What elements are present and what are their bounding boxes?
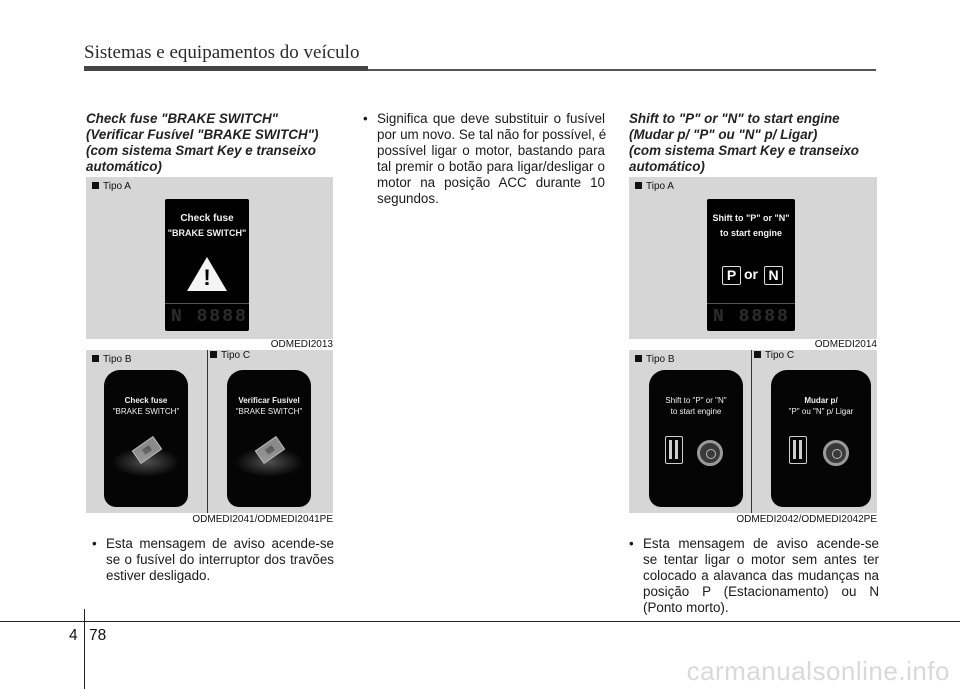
display-text-line: to start engine — [719, 228, 782, 238]
tipo-c-text: Tipo C — [221, 350, 251, 361]
display-text-line: "BRAKE SWITCH" — [112, 407, 180, 416]
heading-line: Check fuse "BRAKE SWITCH" — [86, 111, 279, 126]
bullet-icon: • — [629, 536, 634, 551]
heading-line: (com sistema Smart Key e transeixo — [629, 143, 859, 158]
text-line: possível ligar o motor, bastando para — [377, 143, 605, 158]
tipo-bc-figure-panel — [86, 350, 333, 513]
footer-vertical-rule — [84, 609, 85, 689]
text-line: por um novo. Se tal não for possível, é — [377, 127, 607, 142]
bullet-icon: • — [363, 111, 368, 126]
panel-divider — [207, 350, 208, 513]
heading-line: automático) — [629, 159, 705, 174]
display-glow — [235, 447, 302, 477]
start-button-icon — [697, 440, 723, 466]
display-text-line: Mudar p/ — [804, 396, 838, 405]
right-bullet-paragraph — [629, 536, 879, 616]
gear-lever-icon — [789, 436, 807, 464]
text-line: (Ponto morto). — [643, 600, 729, 615]
display-text-line: Check fuse — [124, 396, 168, 405]
left-bullet-paragraph — [92, 536, 334, 584]
heading-line: automático) — [86, 159, 162, 174]
tipo-c-display-screen — [771, 370, 871, 507]
gear-p-icon: P — [722, 266, 741, 285]
text-line: posição P (Estacionamento) ou N — [643, 584, 879, 599]
display-text-line: Check fuse — [180, 213, 234, 224]
header-rule-thick — [84, 66, 368, 71]
page-number: 78 — [89, 627, 107, 644]
tipo-a-label — [92, 181, 131, 192]
chapter-number: 4 — [69, 627, 78, 644]
square-bullet-icon — [210, 351, 217, 358]
text-line: motor na posição ACC durante 10 — [377, 175, 605, 190]
text-line: se o fusível do interruptor dos travões — [106, 552, 334, 567]
heading-line: (Verificar Fusível "BRAKE SWITCH") — [86, 127, 319, 142]
display-divider — [165, 303, 249, 304]
text-line: Significa que deve substituir o fusível — [377, 111, 605, 126]
page-header-title: Sistemas e equipamentos do veículo — [84, 42, 360, 63]
tipo-a-text: Tipo A — [646, 181, 674, 192]
tipo-b-text: Tipo B — [103, 354, 132, 365]
figure-code-bc: ODMEDI2041/ODMEDI2041PE — [192, 514, 333, 525]
figure-code-a: ODMEDI2014 — [814, 339, 877, 350]
tipo-b-display-screen — [649, 370, 743, 507]
display-text-line: to start engine — [670, 407, 722, 416]
odometer-ghost-digits: N 8888 — [171, 307, 248, 327]
tipo-c-text: Tipo C — [765, 350, 795, 361]
figure-code-bc: ODMEDI2042/ODMEDI2042PE — [736, 514, 877, 525]
text-line: tal premir o botão para ligar/desligar o — [377, 159, 605, 174]
tipo-b-text: Tipo B — [646, 354, 675, 365]
display-text-line: "P" ou "N" p/ Ligar — [788, 407, 854, 416]
tipo-c-display-screen — [227, 370, 311, 507]
panel-divider — [751, 350, 752, 513]
tipo-a-display-screen — [707, 199, 795, 331]
tipo-a-figure-panel — [629, 177, 877, 339]
gear-or-text: or — [744, 266, 758, 282]
middle-bullet-paragraph — [363, 111, 605, 207]
text-line: Esta mensagem de aviso acende-se — [643, 536, 879, 551]
display-text-line: Shift to "P" or "N" — [712, 213, 790, 223]
heading-line: (Mudar p/ "P" ou "N" p/ Ligar) — [629, 127, 818, 142]
square-bullet-icon — [754, 351, 761, 358]
display-text-line: Verificar Fusível — [238, 396, 300, 405]
tipo-bc-figure-panel — [629, 350, 877, 513]
tipo-b-label — [92, 354, 132, 365]
text-line: estiver desligado. — [106, 568, 211, 583]
tipo-c-label — [754, 350, 794, 361]
tipo-b-display-screen — [104, 370, 188, 507]
text-line: colocado a alavanca das mudanças na — [643, 568, 879, 583]
start-button-icon — [823, 440, 849, 466]
bullet-icon: • — [92, 536, 97, 551]
figure-code-a: ODMEDI2013 — [270, 339, 333, 350]
square-bullet-icon — [92, 182, 99, 189]
exclamation-icon: ! — [203, 265, 211, 290]
tipo-c-label — [210, 350, 250, 361]
gear-lever-icon — [665, 436, 683, 464]
heading-line: Shift to "P" or "N" to start engine — [629, 111, 840, 126]
square-bullet-icon — [635, 355, 642, 362]
header-rule-thin — [368, 69, 876, 71]
display-glow — [112, 447, 179, 477]
tipo-a-figure-panel — [86, 177, 333, 339]
display-text-line: "BRAKE SWITCH" — [167, 228, 247, 238]
right-section-heading — [629, 111, 859, 175]
tipo-b-label — [635, 354, 675, 365]
text-line: segundos. — [377, 191, 439, 206]
tipo-a-label — [635, 181, 674, 192]
left-section-heading — [86, 111, 318, 175]
watermark: carmanualsonline.info — [686, 656, 950, 686]
display-text-line: Shift to "P" or "N" — [665, 396, 727, 405]
odometer-ghost-digits: N 8888 — [713, 307, 790, 327]
tipo-a-text: Tipo A — [103, 181, 131, 192]
square-bullet-icon — [92, 355, 99, 362]
text-line: Esta mensagem de aviso acende-se — [106, 536, 334, 551]
display-divider — [707, 303, 795, 304]
heading-line: (com sistema Smart Key e transeixo — [86, 143, 316, 158]
tipo-a-display-screen — [165, 199, 249, 331]
text-line: se tentar ligar o motor sem antes ter — [643, 552, 879, 567]
gear-n-icon: N — [764, 266, 783, 285]
footer-rule — [0, 621, 960, 622]
square-bullet-icon — [635, 182, 642, 189]
display-text-line: "BRAKE SWITCH" — [235, 407, 303, 416]
